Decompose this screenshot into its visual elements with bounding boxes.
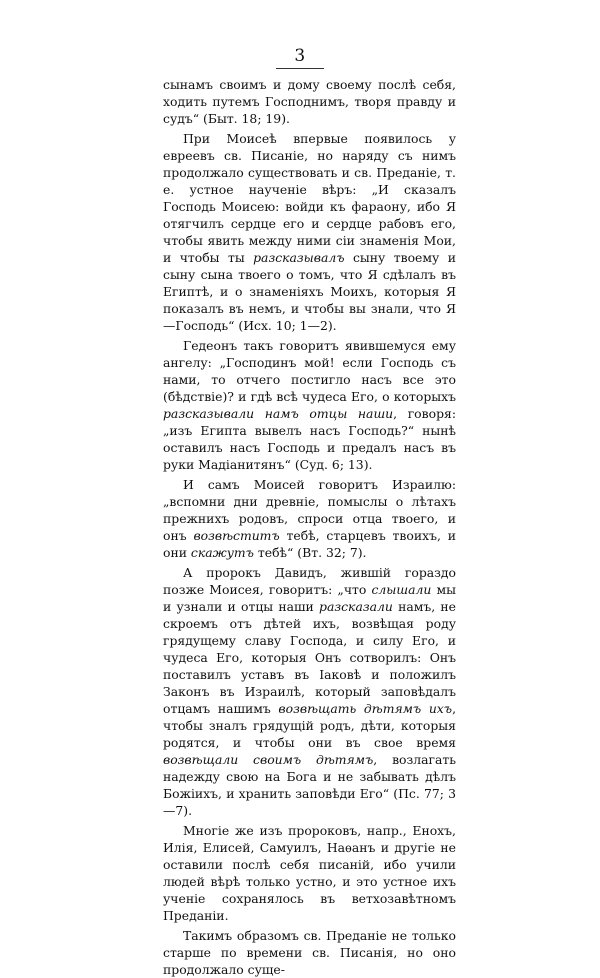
- emphasis: разсказывали намъ отцы наши: [163, 406, 394, 421]
- body-text: [163, 76, 456, 978]
- emphasis: слышали: [371, 582, 432, 597]
- paragraph: И самъ Моисей говоритъ Израилю: „вспомни дни древніе, помыслы о лѣтахъ прежнихъ родовъ, спроси отца твоего, и онъ возвѣститъ тебѣ, старцевъ твоихъ, и они скажутъ тебѣ“ (Вт. 32; 7).: [163, 477, 456, 560]
- paragraph: сынамъ своимъ и дому своему послѣ себя, ходить путемъ Господнимъ, творя правду и судъ“ (Быт. 18; 19).: [163, 77, 456, 126]
- paragraph: Гедеонъ такъ говоритъ явившемуся ему ангелу: „Господинъ мой! если Господь съ нами, то отчего постигло насъ все это (бѣдствіе)? и гдѣ всѣ чудеса Его, о которыхъ разсказывали намъ отцы наши, говоря: „изъ Египта вывелъ насъ Господь?“ нынѣ оставилъ насъ Господь и предалъ насъ въ руки Мадіанитянъ“ (Суд. 6; 13).: [163, 338, 457, 472]
- page-number: 3: [294, 46, 306, 66]
- paragraph: При Моисеѣ впервые появилось у евреевъ св. Писаніе, но наряду съ нимъ продолжало существовать и св. Преданіе, т. е. устное наученіе вѣръ: „И сказалъ Господь Моисею: войди къ фараону, ибо Я отягчилъ сердце его и сердце рабовъ его, чтобы явить между ними сіи знаменія Мои, и чтобы ты разсказывалъ сыну твоему и сыну сына твоего о томъ, что Я сдѣлалъ въ Египтѣ, и о знаменіяхъ Моихъ, которыя Я показалъ въ немъ, и чтобы вы знали, что Я—Господь“ (Исх. 10; 1—2).: [163, 131, 456, 333]
- emphasis: возвѣщать дѣтямъ ихъ: [278, 701, 453, 716]
- emphasis: возвѣщали своимъ дѣтямъ: [163, 752, 374, 767]
- paragraph: Такимъ образомъ св. Преданіе не только старше по времени св. Писанія, но оно продолжало суще-: [163, 928, 456, 977]
- emphasis: разсказывалъ: [253, 250, 345, 265]
- emphasis: возвѣститъ: [193, 528, 280, 543]
- emphasis: скажутъ: [190, 545, 254, 560]
- paragraph: Многіе же изъ пророковъ, напр., Енохъ, Илія, Елисей, Самуилъ, Наѳанъ и другіе не оставили послѣ себя писаній, ибо учили людей вѣрѣ только устно, и это устное ихъ ученіе сохранялось въ ветхозавѣтномъ Преданіи.: [163, 823, 456, 923]
- emphasis: разсказали: [319, 599, 393, 614]
- page-number-rule: [276, 68, 324, 69]
- paragraph: А пророкъ Давидъ, жившій гораздо позже Моисея, говоритъ: „что слышали мы и узнали и отцы наши разсказали намъ, не скроемъ отъ дѣтей ихъ, возвѣщая роду грядущему славу Господа, и силу Его, и чудеса Его, которыя Онъ сотворилъ: Онъ поставилъ уставъ въ Іаковѣ и положилъ Законъ въ Израилѣ, который заповѣдалъ отцамъ нашимъ возвѣщать дѣтямъ ихъ, чтобы зналъ грядущій родъ, дѣти, которыя родятся, и чтобы они въ свое время возвѣщали своимъ дѣтямъ, возлагать надежду свою на Бога и не забывать дѣлъ Божіихъ, и хранить заповѣди Его“ (Пс. 77; 3—7).: [163, 565, 457, 818]
